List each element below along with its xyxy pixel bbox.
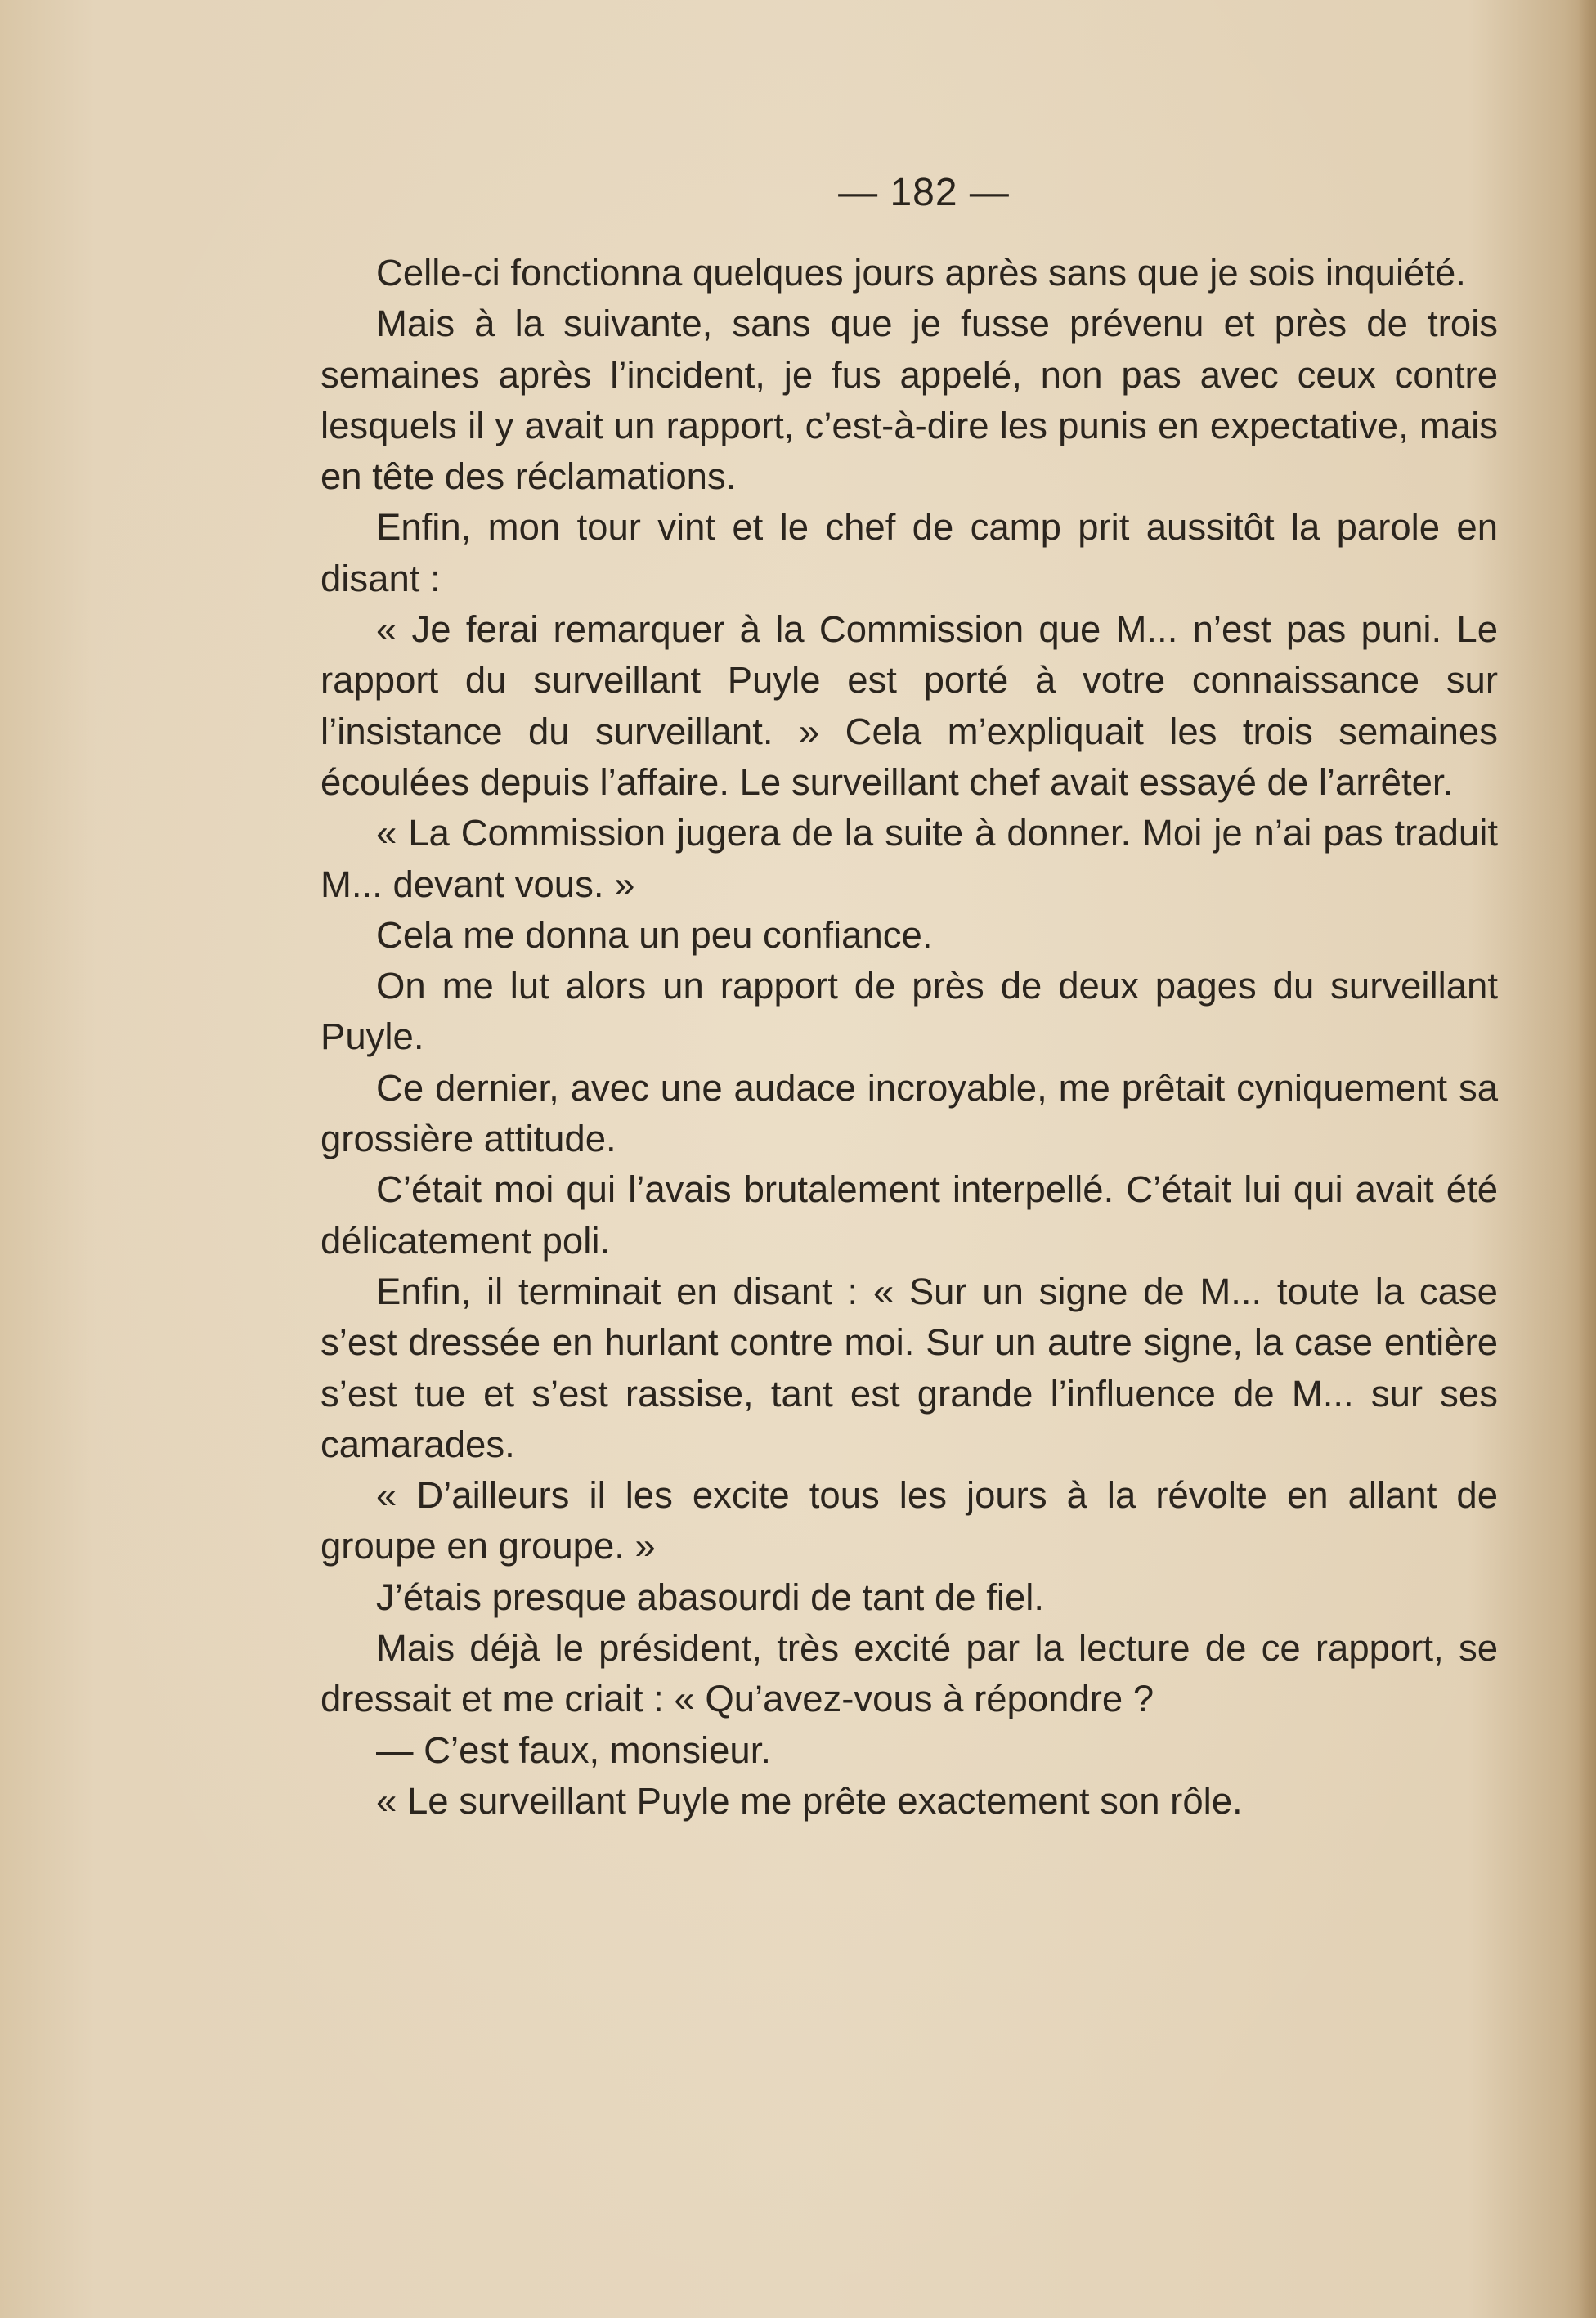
paragraph-3: Enfin, mon tour vint et le chef de camp prit aussitôt la parole en disant :	[321, 506, 1498, 599]
paragraph-10: Enfin, il terminait en disant : « Sur un signe de M... toute la case s’est dressée en hurlant contre moi. Sur un autre signe, la case entière s’est tue et s’est rassise, tant est grande l’influence de M... sur ses camarades.	[321, 1270, 1498, 1465]
page-edge-shadow	[1578, 0, 1596, 2318]
paragraph-2: Mais à la suivante, sans que je fusse prévenu et près de trois semaines après l’incident, je fus appelé, non pas avec ceux contre lesquels il y avait un rapport, c’est-à-dire les punis en expectative, mais en tête des réclamations.	[321, 303, 1498, 498]
paragraph-4: « Je ferai remarquer à la Commission que M... n’est pas puni. Le rapport du surveillant Puyle est porté à votre connaissance sur l’insistance du surveillant. » Cela m’expliquait les trois semaines écoulées depuis l’affaire. Le surveillant chef avait essayé de l’arrêter.	[321, 608, 1498, 803]
paragraph-12: J’étais presque abasourdi de tant de fiel.	[376, 1576, 1045, 1618]
paragraph-14: — C’est faux, monsieur.	[376, 1728, 771, 1771]
paragraph-1: Celle-ci fonctionna quelques jours après sans que je sois inquiété.	[376, 252, 1466, 294]
paragraph-9: C’était moi qui l’avais brutalement interpellé. C’était lui qui avait été délicatement poli.	[321, 1168, 1498, 1262]
paragraph-13: Mais déjà le président, très excité par la lecture de ce rapport, se dressait et me criait : « Qu’avez-vous à répondre ?	[321, 1627, 1498, 1720]
paragraph-15: « Le surveillant Puyle me prête exactement son rôle.	[376, 1779, 1243, 1822]
paragraph-6: Cela me donna un peu confiance.	[376, 913, 933, 956]
page-number: — 182 —	[838, 171, 1010, 214]
paragraph-5: « La Commission jugera de la suite à donner. Moi je n’ai pas traduit M... devant vous. »	[321, 812, 1498, 905]
body-text	[321, 248, 1498, 1827]
paragraph-11: « D’ailleurs il les excite tous les jours à la révolte en allant de groupe en groupe. »	[321, 1474, 1498, 1567]
paragraph-7: On me lut alors un rapport de près de deux pages du surveillant Puyle.	[321, 965, 1498, 1058]
paragraph-8: Ce dernier, avec une audace incroyable, me prêtait cyniquement sa grossière attitude.	[321, 1066, 1498, 1160]
